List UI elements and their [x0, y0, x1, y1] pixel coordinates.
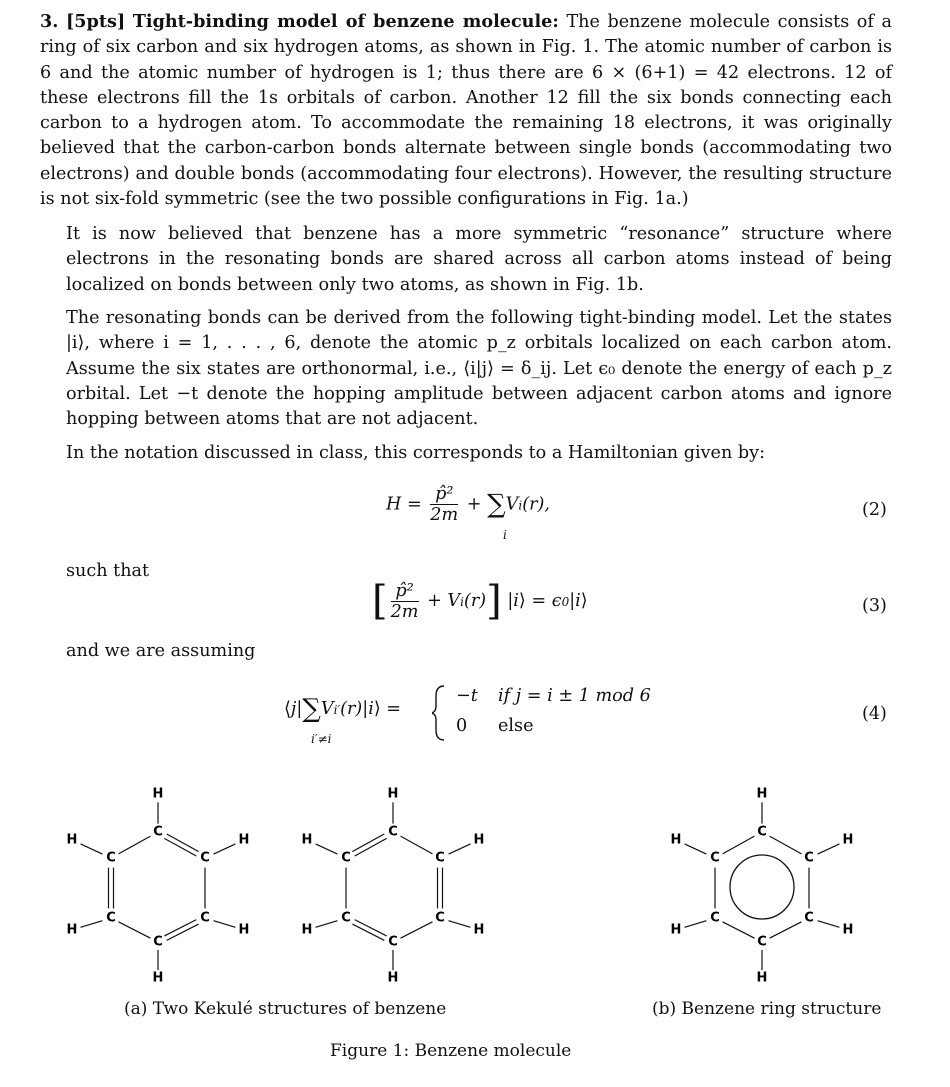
paragraph-resonance: It is now believed that benzene has a more symmetric “resonance” structure where electrons in the resonating bonds are shared across all carbon atoms instead of being localized on bonds between only two atoms, as shown in Fig. 1b.: [66, 224, 892, 295]
problem-title: Tight-binding model of benzene molecule:: [132, 11, 559, 32]
c-h-bond: [685, 844, 707, 854]
caption-main: Figure 1: Benzene molecule: [330, 1041, 572, 1061]
hydrogen-atom: H: [670, 922, 682, 938]
hydrogen-atom: H: [152, 786, 164, 802]
c-h-bond: [214, 844, 236, 854]
carbon-atom: C: [435, 910, 445, 926]
paragraph-tight-binding: The resonating bonds can be derived from the following tight-binding model. Let the states |i⟩, where i = 1, . . . , 6, denote the atomic p_z orbitals localized on each carbon atom. Assume the six states are orthonormal, i.e., ⟨i|j⟩ = δ_ij. Let ϵ₀ denote the energy of each p_z orbital. Let −t denote the hopping amplitude between adjacent carbon atoms and ignore hopping between atoms that are not adjacent.: [66, 308, 892, 430]
benzene-figure: [0, 770, 950, 1010]
carbon-atom: C: [341, 910, 351, 926]
c-h-bond: [214, 921, 236, 928]
hydrogen-atom: H: [473, 922, 485, 938]
caption-b: (b) Benzene ring structure: [652, 999, 882, 1019]
label-such-that: such that: [66, 561, 150, 581]
case-2-value: 0: [456, 716, 468, 736]
carbon-atom: C: [757, 934, 767, 950]
hydrogen-atom: H: [238, 922, 250, 938]
hydrogen-atom: H: [66, 832, 78, 848]
single-bond: [770, 836, 802, 854]
carbon-atom: C: [804, 910, 814, 926]
hydrogen-atom: H: [842, 922, 854, 938]
c-h-bond: [81, 921, 103, 928]
carbon-atom: C: [804, 850, 814, 866]
problem-intro: [40, 9, 892, 212]
single-bond: [401, 836, 433, 854]
c-h-bond: [449, 921, 471, 928]
case-1-condition: if j = i ± 1 mod 6: [498, 686, 651, 706]
label-assuming: and we are assuming: [66, 641, 256, 661]
c-h-bond: [81, 844, 103, 854]
hydrogen-atom: H: [756, 970, 768, 986]
single-bond: [770, 922, 802, 938]
equation-3-number: (3): [862, 596, 887, 616]
hydrogen-atom: H: [152, 970, 164, 986]
hydrogen-atom: H: [387, 970, 399, 986]
equation-4-number: (4): [862, 704, 887, 724]
intro-text: The benzene molecule consists of a ring of six carbon and six hydrogen atoms, as shown in Fig. 1. The atomic number of carbon is 6 and the atomic number of hydrogen is 1; thus there are 6 × (6+1) = 42 electrons. 12 of these electrons fill the 1s orbitals of carbon. Another 12 fill the six bonds connecting each carbon to a hydrogen atom. To accommodate the remaining 18 electrons, it was originally believed that the carbon-carbon bonds alternate between single bonds (accommodating two electrons) and double bonds (accommodating four electrons). However, the resulting structure is not six-fold symmetric (see the two possible configurations in Fig. 1a.): [40, 12, 892, 210]
carbon-atom: C: [388, 934, 398, 950]
equation-3: [ $\frac{\text{p̂²}}{2m}$ + Vi(r)] |i⟩ = ϵ0|i⟩: [372, 578, 588, 624]
single-bond: [401, 922, 433, 938]
carbon-atom: C: [341, 850, 351, 866]
c-h-bond: [316, 921, 338, 928]
carbon-atom: C: [153, 934, 163, 950]
carbon-atom: C: [710, 850, 720, 866]
equation-2-number: (2): [862, 500, 887, 520]
carbon-atom: C: [200, 910, 210, 926]
hydrogen-atom: H: [301, 922, 313, 938]
hydrogen-atom: H: [670, 832, 682, 848]
c-h-bond: [685, 921, 707, 928]
carbon-atom: C: [153, 824, 163, 840]
single-bond: [119, 922, 151, 938]
equation-2: H = $\frac{\text{p̂²}}{2m}$ + ∑Vi(r), i: [386, 484, 550, 542]
c-h-bond: [449, 844, 471, 854]
carbon-atom: C: [106, 850, 116, 866]
single-bond: [723, 836, 755, 854]
paragraph-hamiltonian: In the notation discussed in class, this corresponds to a Hamiltonian given by:: [66, 443, 766, 463]
problem-number: 3.: [40, 11, 59, 32]
hydrogen-atom: H: [842, 832, 854, 848]
hydrogen-atom: H: [756, 786, 768, 802]
carbon-atom: C: [757, 824, 767, 840]
c-h-bond: [316, 844, 338, 854]
case-1-value: −t: [456, 686, 478, 706]
equation-4: ⟨j|∑Vi′(r)|i⟩ = i′≠i: [284, 694, 402, 746]
hydrogen-atom: H: [473, 832, 485, 848]
hydrogen-atom: H: [301, 832, 313, 848]
resonance-ring: [730, 855, 794, 919]
carbon-atom: C: [200, 850, 210, 866]
hydrogen-atom: H: [387, 786, 399, 802]
carbon-atom: C: [435, 850, 445, 866]
single-bond: [723, 922, 755, 938]
carbon-atom: C: [106, 910, 116, 926]
hydrogen-atom: H: [238, 832, 250, 848]
single-bond: [119, 836, 151, 854]
carbon-atom: C: [388, 824, 398, 840]
hydrogen-atom: H: [66, 922, 78, 938]
c-h-bond: [818, 844, 840, 854]
caption-a: (a) Two Kekulé structures of benzene: [124, 999, 447, 1019]
carbon-atom: C: [710, 910, 720, 926]
c-h-bond: [818, 921, 840, 928]
problem-points: [5pts]: [65, 11, 126, 32]
case-2-condition: else: [498, 716, 534, 736]
